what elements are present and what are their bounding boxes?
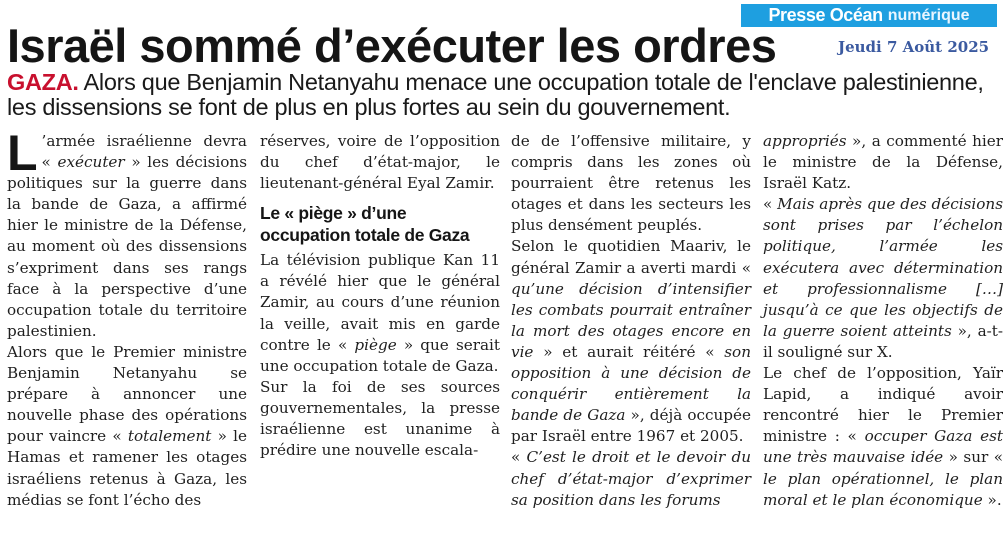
paragraph — [7, 342, 247, 511]
text-run: » sur « — [943, 448, 1003, 467]
text-run: totalement — [127, 427, 212, 446]
brand-logo — [741, 4, 997, 27]
quote-text: occuper Gaza est une très mauvaise idée — [763, 427, 1003, 467]
quote-text: C’est le droit et le devoir du chef d’état-major d’exprimer sa position dans les forums — [511, 448, 751, 509]
subheading: Le « piège » d’une occupation totale de Gaza — [260, 203, 470, 246]
text-run: », déjà occupée par Israël entre 1967 et 2005. — [511, 406, 751, 446]
paragraph: de de l’offensive militaire, y compris dans les zones où pourraient être retenus les otages et dans les secteurs les plus densément peuplés. — [511, 132, 751, 235]
text-run: », a-t-il souligné sur X. — [763, 321, 1003, 361]
article-column-4 — [763, 131, 1003, 511]
text-run: ». — [982, 490, 1002, 509]
text-run: La télévision publique Kan 11 a révélé hier que le général Zamir, au cours d’une réunion la veille, avait mis en garde contre le « — [260, 251, 500, 354]
paragraph — [763, 131, 1003, 194]
paragraph: Sur la foi de ses sources gouvernementales, la presse israélienne est unanime à prédire une nouvelle escala- — [260, 377, 500, 460]
headline: Israël sommé d’exécuter les ordres — [7, 19, 777, 72]
text-run: « — [511, 448, 527, 467]
text-run: Alors que le Premier ministre Benjamin Netanyahu se prépare à annoncer une nouvelle phase des opérations pour vaincre « — [7, 342, 247, 446]
kicker: GAZA. — [7, 69, 79, 95]
quote-text: le plan opérationnel, le plan moral et le plan économique — [763, 469, 1003, 509]
standfirst — [7, 70, 997, 120]
paragraph — [511, 447, 751, 510]
text-run: », a commenté hier le ministre de la Défense, Israël Katz. — [763, 132, 1003, 193]
paragraph — [260, 250, 500, 377]
standfirst-text: Alors que Benjamin Netanyahu menace une occupation totale de l'enclave palestinienne, les dissensions se font de plus en plus fortes au sein du gouvernement. — [7, 69, 984, 120]
text-run: Selon le quotidien Maariv, le général Zamir a averti mardi « — [511, 237, 751, 277]
brand-suffix: numérique — [887, 6, 970, 24]
text-run: » le Hamas et ramener les otages israéliens retenus à Gaza, les médias se font l’écho des — [7, 427, 247, 509]
quote-text: qu’une décision d’intensifier les combats pourrait entraîner la mort des otages encore en vie — [511, 279, 751, 361]
paragraph — [511, 236, 751, 447]
publication-date: Jeudi 7 Août 2025 — [838, 38, 990, 56]
paragraph — [763, 363, 1003, 511]
quote-text: appropriés — [763, 132, 847, 150]
paragraph: réserves, voire de l’opposition du chef d’état-major, le lieutenant-général Eyal Zamir. — [260, 132, 500, 193]
brand-name: Presse Océan — [768, 5, 883, 25]
article-column-2 — [260, 131, 500, 461]
article-column-1 — [7, 125, 248, 511]
article-column-3 — [511, 131, 751, 511]
quote-text: son opposition à une décision de conquérir entièrement la bande de Gaza — [511, 342, 751, 425]
paragraph — [7, 125, 248, 342]
text-run: » et aurait réitéré « — [533, 342, 725, 361]
text-run: Le chef de l’opposition, Yaïr Lapid, a indiqué avoir rencontré hier le Premier ministre : « — [763, 364, 1003, 446]
drop-cap: L — [7, 125, 38, 181]
text-run: ’armée israélienne devra « — [41, 132, 247, 172]
quote-text: Mais après que des décisions sont prises par l’échelon politique, l’armée les exécutera avec détermination et professionnalisme […] jusqu’à ce que les objectifs de la guerre soient atteints — [763, 195, 1003, 340]
text-run: » les décisions politiques sur la guerre dans la bande de Gaza, a affirmé hier le ministre de la Défense, au moment où des dissensions s’expriment dans ses rangs face à la perspective d’une occupation totale du territoire palestinien. — [7, 153, 248, 340]
text-run: piège — [354, 335, 397, 354]
text-run: » que serait une occupation totale de Gaza. — [260, 335, 501, 375]
text-run: exécuter — [57, 153, 125, 172]
text-run: « — [763, 195, 778, 214]
paragraph — [763, 194, 1003, 363]
